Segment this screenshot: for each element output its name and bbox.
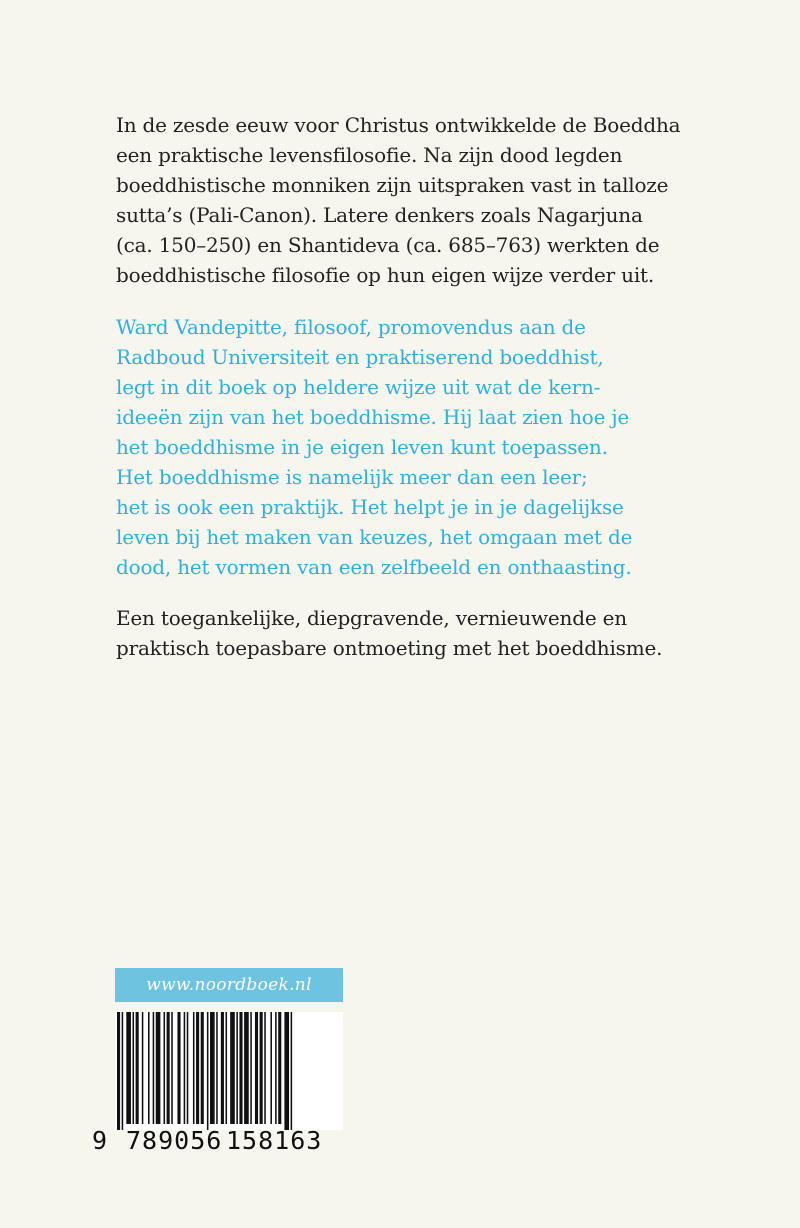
author-line: legt in dit boek op heldere wijze uit wat de kern- xyxy=(116,375,601,399)
barcode-bar xyxy=(284,1012,289,1130)
author-line: het boeddhisme in je eigen leven kunt toepassen. xyxy=(116,435,608,459)
intro-line: boeddhistische filosofie op hun eigen wijze verder uit. xyxy=(116,263,655,287)
barcode-bar xyxy=(196,1012,199,1124)
barcode-bar xyxy=(171,1012,173,1124)
barcode-bar xyxy=(250,1012,252,1124)
barcode-bar xyxy=(291,1012,293,1130)
barcode-bar xyxy=(221,1012,224,1124)
isbn-number xyxy=(92,1126,342,1166)
barcode-bar xyxy=(126,1012,131,1124)
author-line: dood, het vormen van een zelfbeeld en onthaasting. xyxy=(116,555,632,579)
publisher-url: www.noordboek.nl xyxy=(115,968,343,1002)
isbn-group-1: 789056 xyxy=(126,1126,223,1155)
author-line: Radboud Universiteit en praktiserend boeddhist, xyxy=(116,345,604,369)
intro-line: sutta’s (Pali-Canon). Latere denkers zoals Nagarjuna xyxy=(116,203,643,227)
author-line: ideeën zijn van het boeddhisme. Hij laat zien hoe je xyxy=(116,405,630,429)
barcode-bar xyxy=(210,1012,215,1124)
closing-line: Een toegankelijke, diepgravende, vernieuwende en xyxy=(116,606,627,630)
author-paragraph xyxy=(116,312,676,582)
barcode xyxy=(115,1012,343,1130)
intro-line: In de zesde eeuw voor Christus ontwikkelde de Boeddha xyxy=(116,113,681,137)
intro-line: (ca. 150–250) en Shantideva (ca. 685–763) werkten de xyxy=(116,233,660,257)
barcode-bar xyxy=(193,1012,195,1124)
barcode-bar xyxy=(148,1012,150,1124)
barcode-bar xyxy=(244,1012,249,1124)
barcode-bar xyxy=(216,1012,218,1124)
barcode-bar xyxy=(117,1012,120,1130)
barcode-bar xyxy=(207,1012,209,1130)
closing-paragraph xyxy=(116,603,676,663)
barcode-bar xyxy=(153,1012,155,1124)
barcode-bar xyxy=(201,1012,204,1124)
barcode-bar xyxy=(236,1012,238,1124)
intro-line: boeddhistische monniken zijn uitspraken vast in talloze xyxy=(116,173,669,197)
author-line: leven bij het maken van keuzes, het omgaan met de xyxy=(116,525,633,549)
barcode-bar xyxy=(122,1012,124,1130)
author-line: Het boeddhisme is namelijk meer dan een leer; xyxy=(116,465,588,489)
barcode-bar xyxy=(275,1012,277,1124)
barcode-bar xyxy=(226,1012,228,1124)
barcode-bar xyxy=(260,1012,263,1124)
barcode-bar xyxy=(239,1012,242,1124)
barcode-bar xyxy=(230,1012,235,1124)
closing-line: praktisch toepasbare ontmoeting met het boeddhisme. xyxy=(116,636,663,660)
author-line: Ward Vandepitte, filosoof, promovendus aan de xyxy=(116,315,586,339)
isbn-group-2: 158163 xyxy=(226,1126,323,1155)
barcode-bar xyxy=(136,1012,139,1124)
barcode-bar xyxy=(133,1012,135,1124)
barcode-bar xyxy=(187,1012,189,1124)
intro-line: een praktische levensfilosofie. Na zijn dood legden xyxy=(116,143,623,167)
barcode-bar xyxy=(278,1012,281,1124)
author-line: het is ook een praktijk. Het helpt je in je dagelijkse xyxy=(116,495,624,519)
barcode-bar xyxy=(255,1012,258,1124)
intro-paragraph xyxy=(116,110,681,290)
barcode-bar xyxy=(270,1012,272,1124)
barcode-bar xyxy=(164,1012,166,1124)
barcode-bar xyxy=(177,1012,180,1124)
barcode-bar xyxy=(184,1012,186,1124)
barcode-bar xyxy=(142,1012,144,1124)
barcode-bar xyxy=(264,1012,266,1124)
barcode-graphic xyxy=(115,1012,343,1130)
isbn-prefix: 9 xyxy=(92,1126,108,1155)
barcode-bar xyxy=(167,1012,170,1124)
barcode-bar xyxy=(156,1012,161,1124)
